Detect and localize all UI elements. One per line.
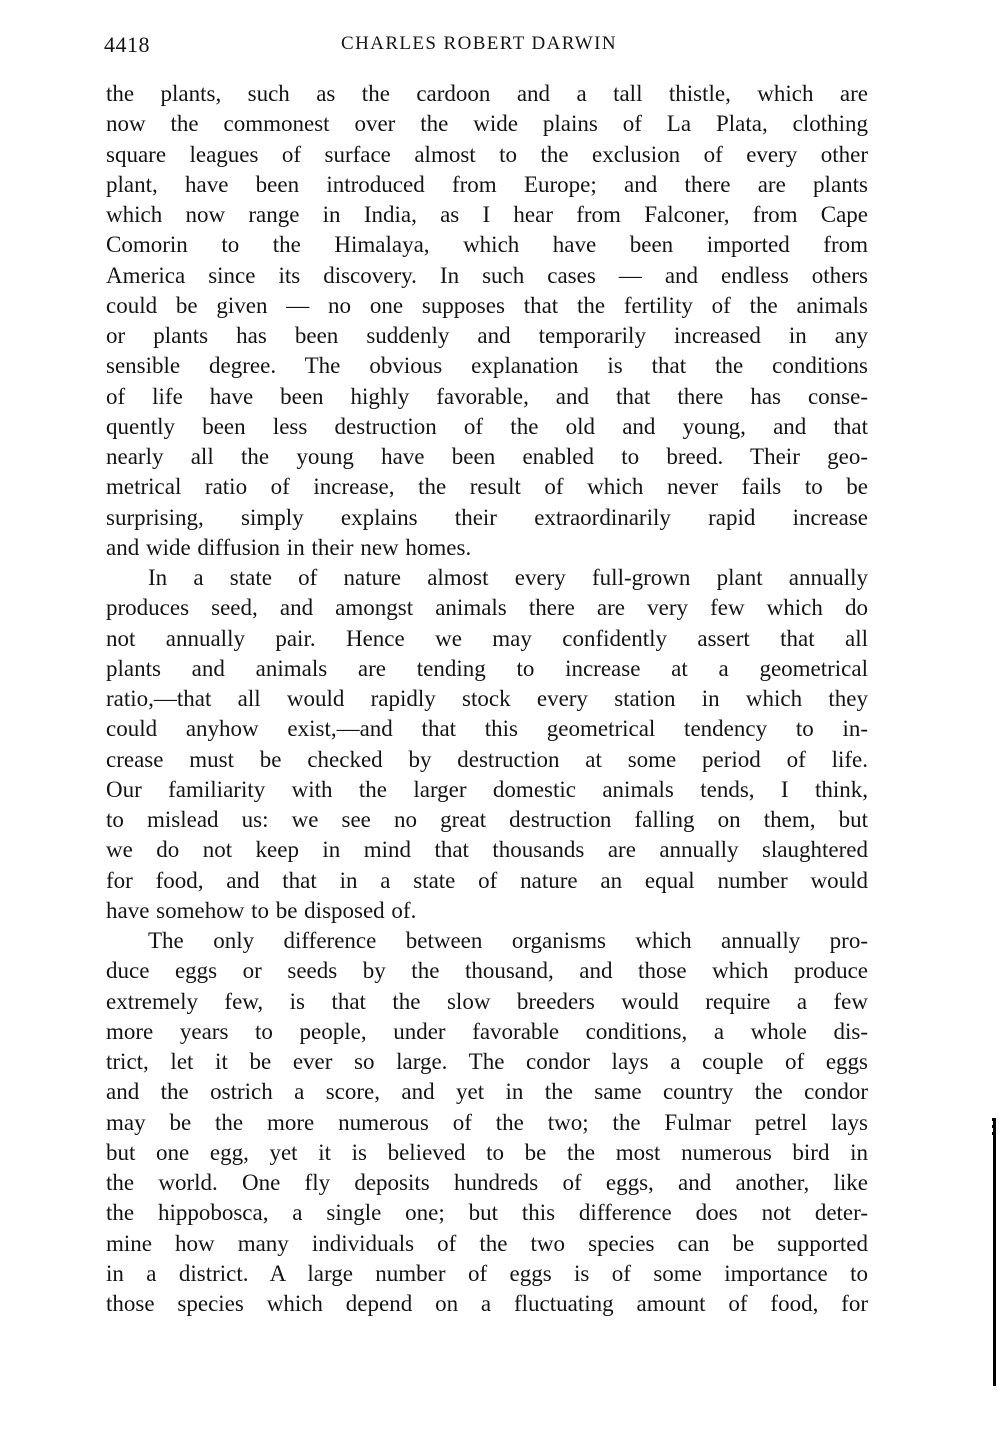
text-line: not annually pair. Hence we may confidently assert that all	[106, 625, 868, 651]
text-line: could anyhow exist,—and that this geometrical tendency to in-	[106, 716, 868, 742]
paragraph	[106, 563, 868, 926]
text-line: duce eggs or seeds by the thousand, and those which produce	[106, 958, 868, 984]
text-line: for food, and that in a state of nature an equal number would	[106, 867, 868, 893]
body-text	[106, 79, 868, 1319]
text-line: trict, let it be ever so large. The condor lays a couple of eggs	[106, 1049, 868, 1074]
text-line: may be the more numerous of the two; the Fulmar petrel lays	[106, 1109, 868, 1135]
paragraph	[106, 79, 868, 563]
text-line: crease must be checked by destruction at some period of life.	[106, 746, 868, 772]
paragraph	[106, 926, 868, 1319]
text-line: Comorin to the Himalaya, which have been imported from	[106, 232, 868, 258]
text-line: metrical ratio of increase, the result of which never fails to be	[106, 474, 868, 500]
scan-edge-line	[993, 1118, 996, 1386]
scan-edge-dots	[992, 1118, 994, 1138]
text-line: more years to people, under favorable conditions, a whole dis-	[106, 1018, 868, 1044]
text-line: plants and animals are tending to increase at a geometrical	[106, 655, 868, 681]
running-head: CHARLES ROBERT DARWIN	[341, 33, 617, 54]
text-line: but one egg, yet it is believed to be the most numerous bird in	[106, 1139, 868, 1165]
text-line: the hippobosca, a single one; but this difference does not deter-	[106, 1200, 868, 1226]
text-line: or plants has been suddenly and temporarily increased in any	[106, 323, 868, 348]
text-line: sensible degree. The obvious explanation is that the conditions	[106, 353, 868, 379]
text-line: The only difference between organisms which annually pro-	[148, 928, 868, 953]
text-line: now the commonest over the wide plains of La Plata, clothing	[106, 111, 868, 137]
text-line: and wide diffusion in their new homes.	[106, 534, 472, 560]
text-line: in a district. A large number of eggs is of some importance to	[106, 1260, 868, 1286]
text-line: those species which depend on a fluctuating amount of food, for	[106, 1291, 868, 1316]
text-line: produces seed, and amongst animals there are very few which do	[106, 595, 868, 621]
text-line: have somehow to be disposed of.	[106, 897, 417, 923]
text-line: extremely few, is that the slow breeders would require a few	[106, 988, 868, 1014]
page-number: 4418	[104, 32, 150, 57]
text-line: to mislead us: we see no great destruction falling on them, but	[106, 807, 868, 832]
text-line: the world. One fly deposits hundreds of eggs, and another, like	[106, 1170, 868, 1195]
text-line: America since its discovery. In such cases — and endless others	[106, 262, 868, 288]
text-line: square leagues of surface almost to the exclusion of every other	[106, 141, 868, 167]
text-line: nearly all the young have been enabled to breed. Their geo-	[106, 444, 868, 469]
text-line: of life have been highly favorable, and that there has conse-	[106, 383, 868, 409]
text-line: surprising, simply explains their extraordinarily rapid increase	[106, 504, 868, 530]
text-line: quently been less destruction of the old and young, and that	[106, 413, 868, 439]
text-line: and the ostrich a score, and yet in the same country the condor	[106, 1079, 868, 1105]
text-line: In a state of nature almost every full-grown plant annually	[148, 565, 868, 590]
text-line: which now range in India, as I hear from Falconer, from Cape	[106, 202, 868, 227]
text-line: could be given — no one supposes that the fertility of the animals	[106, 292, 868, 318]
text-line: the plants, such as the cardoon and a tall thistle, which are	[106, 81, 868, 106]
text-line: ratio,—that all would rapidly stock every station in which they	[106, 686, 868, 711]
text-line: we do not keep in mind that thousands are annually slaughtered	[106, 837, 868, 863]
text-line: mine how many individuals of the two species can be supported	[106, 1230, 868, 1256]
text-line: plant, have been introduced from Europe; and there are plants	[106, 171, 868, 197]
text-line: Our familiarity with the larger domestic animals tends, I think,	[106, 776, 868, 802]
